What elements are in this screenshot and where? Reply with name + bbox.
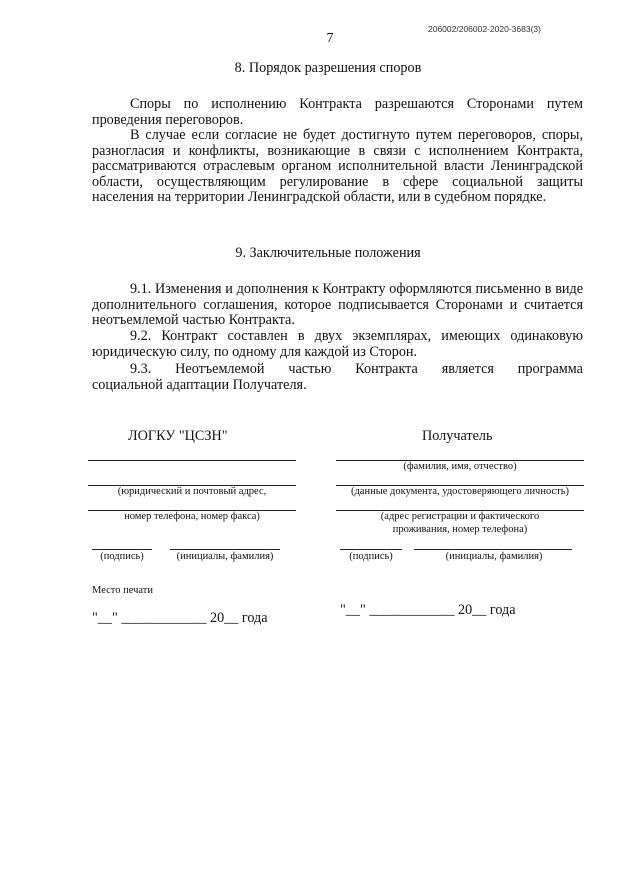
left-sign-line [92, 549, 152, 550]
left-address-caption: (юридический и почтовый адрес, [117, 486, 267, 497]
right-sign-line [340, 549, 402, 550]
clause-9-3-word: Контракта [355, 361, 418, 377]
clause-9-3-word: является [441, 361, 494, 377]
section-9-title: 9. Заключительные положения [235, 245, 421, 261]
section-8-title: 8. Порядок разрешения споров [234, 60, 422, 76]
left-sign-caption: (подпись) [100, 551, 144, 562]
clause-9-3-line-1 [130, 361, 583, 378]
left-name-line [88, 460, 296, 461]
clause-9-3-word: Неотъемлемой [175, 361, 265, 377]
left-phone-caption: номер телефона, номер факса) [124, 511, 260, 522]
section-8-paragraph-1: Споры по исполнению Контракта разрешаются Сторонами путем проведения переговоров. [92, 96, 583, 128]
right-fio-caption: (фамилия, имя, отчество) [403, 461, 517, 472]
left-party-title: ЛОГКУ "ЦСЗН" [128, 428, 228, 444]
left-date-line: "__" ____________ 20__ года [92, 610, 268, 626]
right-initials-caption: (инициалы, фамилия) [445, 551, 543, 562]
right-initials-line [414, 549, 572, 550]
page-number: 7 [326, 31, 334, 46]
right-id-caption: (данные документа, удостоверяющего личность) [350, 486, 570, 497]
left-initials-caption: (инициалы, фамилия) [176, 551, 274, 562]
clause-9-3-line-2: социальной адаптации Получателя. [92, 377, 307, 393]
right-date-line: "__" ____________ 20__ года [340, 602, 516, 618]
clause-9-1: 9.1. Изменения и дополнения к Контракту оформляются письменно в виде дополнительного соглашения, которое подписывается Сторонами и считается неотъемлемой частью Контракта. [92, 281, 583, 329]
right-address-caption: (адрес регистрации и фактического проживания, номер телефона) [380, 511, 540, 535]
clause-9-3-word: 9.3. [130, 361, 152, 377]
section-8-paragraph-2: В случае если согласие не будет достигнуто путем переговоров, споры, разногласия и конфликты, возникающие в связи с исполнением Контракта, рассматриваются отраслевым органом исполнительной власти Ленинградской области, осуществляющим регулирование в сфере социальной защиты населения на территории Ленинградской области, или в судебном порядке. [92, 127, 583, 206]
left-initials-line [170, 549, 280, 550]
right-sign-caption: (подпись) [349, 551, 393, 562]
clause-9-2: 9.2. Контракт составлен в двух экземплярах, имеющих одинаковую юридическую силу, по одному для каждой из Сторон. [92, 328, 583, 360]
right-party-title: Получатель [422, 428, 493, 444]
stamp-place-label: Место печати [92, 585, 154, 596]
document-id: 206002/206002-2020-3683(3) [428, 24, 541, 34]
clause-9-3-word: частью [288, 361, 332, 377]
clause-9-3-word: программа [517, 361, 583, 377]
